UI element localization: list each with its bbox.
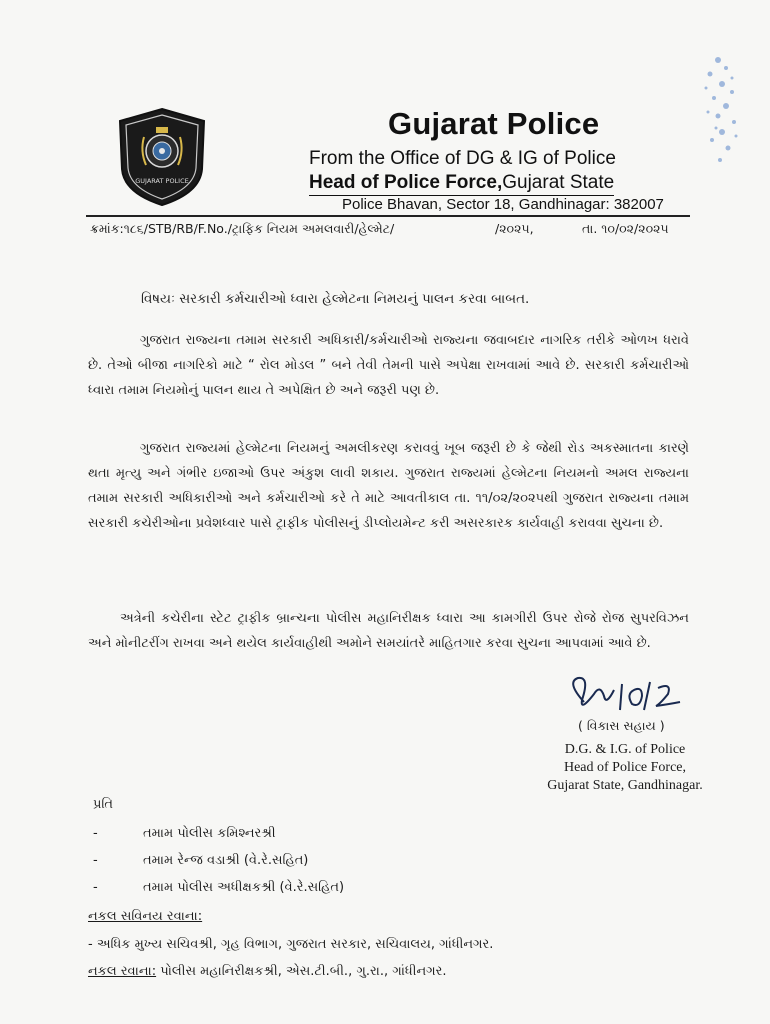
designation-line-1: D.G. & I.G. of Police (564, 742, 686, 757)
paragraph-1: ગુજરાત રાજ્યના તમામ સરકારી અધિકારી/કર્મચારીઓ રાજ્યના જવાબદાર નાગરિક તરીકે ઓળખ ધરાવે છે. તેઓ બીજા નાગરિકો માટે “ રોલ મોડલ ” બને તેવી તેમની પાસે અપેક્ષા રાખવામાં આવે છે. સરકારી કર્મચારીઓ ધ્વારા તમામ નિયમોનું પાલન થાય તે અપેક્ષિત છે અને જરૂરી પણ છે. (88, 333, 689, 398)
recipient-label: તમામ પોલીસ અધીક્ષકશ્રી (વે.રે.સહિત) (143, 880, 345, 895)
ink-blot (688, 40, 748, 180)
emblem-text: GUJARAT POLICE (135, 177, 189, 185)
copy-line-2 (88, 964, 446, 979)
paragraph-3: અત્રેની કચેરીના સ્ટેટ ટ્રાફીક બ્રાન્ચના પોલીસ મહાનિરીક્ષક ધ્વારા આ કામગીરી ઉપર રોજે રોજ સુપરવિઝન અને મોનીટરીંગ રાખવા અને થયેલ કાર્યવાહીથી અમોને સમયાંતરે માહિતગાર કરવા સુચના આપવામાં આવે છે. (88, 611, 689, 651)
recipient-item: - તમામ પોલીસ અધીક્ષકશ્રી (વે.રે.સહિત) (93, 880, 345, 895)
recipient-label: તમામ પોલીસ કમિશ્નરશ્રી (143, 826, 276, 841)
recipient-item: - તમામ પોલીસ કમિશ્નરશ્રી (93, 826, 276, 841)
force-bold: Head of Police Force, (309, 172, 503, 193)
letterhead-force (309, 172, 614, 196)
designation-line-3: Gujarat State, Gandhinagar. (547, 778, 703, 793)
copy-heading: નકલ સવિનય રવાના: (88, 909, 203, 924)
designation-line-2: Head of Police Force, (563, 760, 687, 775)
signature-scribble (560, 672, 700, 722)
signatory-name: ( વિકાસ સહાય ) (578, 718, 665, 733)
letterhead-title: Gujarat Police (388, 106, 600, 141)
letterhead-address: Police Bhavan, Sector 18, Gandhinagar: 382007 (342, 196, 664, 213)
reference-number: ક્રમાંક:૧૮૬/STB/RB/F.No./ટ્રાફિક નિયમ અમલવારી/હેલ્મેટ/ (90, 221, 395, 236)
reference-date: તા. ૧૦/૦૨/૨૦૨૫ (582, 221, 669, 236)
copy-line-2-label: નકલ રવાના: (88, 964, 157, 979)
recipient-item: - તમામ રેન્જ વડાશ્રી (વે.રે.સહિત) (93, 853, 309, 868)
force-state: Gujarat State (502, 172, 615, 193)
recipients-heading: પ્રતિ (93, 797, 113, 812)
reference-year: /૨૦૨૫, (495, 221, 534, 236)
copy-line-1: - અધિક મુખ્ય સચિવશ્રી, ગૃહ વિભાગ, ગુજરાત સરકાર, સચિવાલય, ગાંધીનગર. (88, 937, 494, 952)
letter-subject: વિષયઃ સરકારી કર્મચારીઓ ધ્વારા હેલ્મેટના નિમયનું પાલન કરવા બાબત. (141, 291, 530, 307)
paragraph-2: ગુજરાત રાજ્યમાં હેલ્મેટના નિયમનું અમલીકરણ કરાવવું ખૂબ જરૂરી છે કે જેથી રોડ અકસ્માતના કારણે થતા મૃત્યુ અને ગંભીર ઇજાઓ ઉપર અંકુશ લાવી શકાય. ગુજરાત રાજ્યમાં હેલ્મેટના નિયમનો અમલ રાજ્યના તમામ સરકારી અધિકારીઓ અને કર્મચારીઓ કરે તે માટે આવતીકાલ તા. ૧૧/૦૨/૨૦૨૫થી ગુજરાત રાજ્યના તમામ સરકારી કચેરીઓના પ્રવેશધ્વાર પાસે ટ્રાફીક પોલીસનું ડીપ્લોયમેન્ટ કરી અસરકારક કાર્યવાહી કરાવવા સુચના છે. (88, 441, 689, 531)
copy-line-2-text: પોલીસ મહાનિરીક્ષકશ્રી, એસ.ટી.બી., ગુ.રા., ગાંધીનગર. (156, 964, 447, 979)
letterhead-office: From the Office of DG & IG of Police (309, 148, 616, 169)
recipient-label: તમામ રેન્જ વડાશ્રી (વે.રે.સહિત) (143, 853, 309, 868)
gujarat-police-emblem-icon (116, 107, 208, 207)
signatory-designation (540, 741, 710, 795)
header-divider (86, 215, 690, 217)
